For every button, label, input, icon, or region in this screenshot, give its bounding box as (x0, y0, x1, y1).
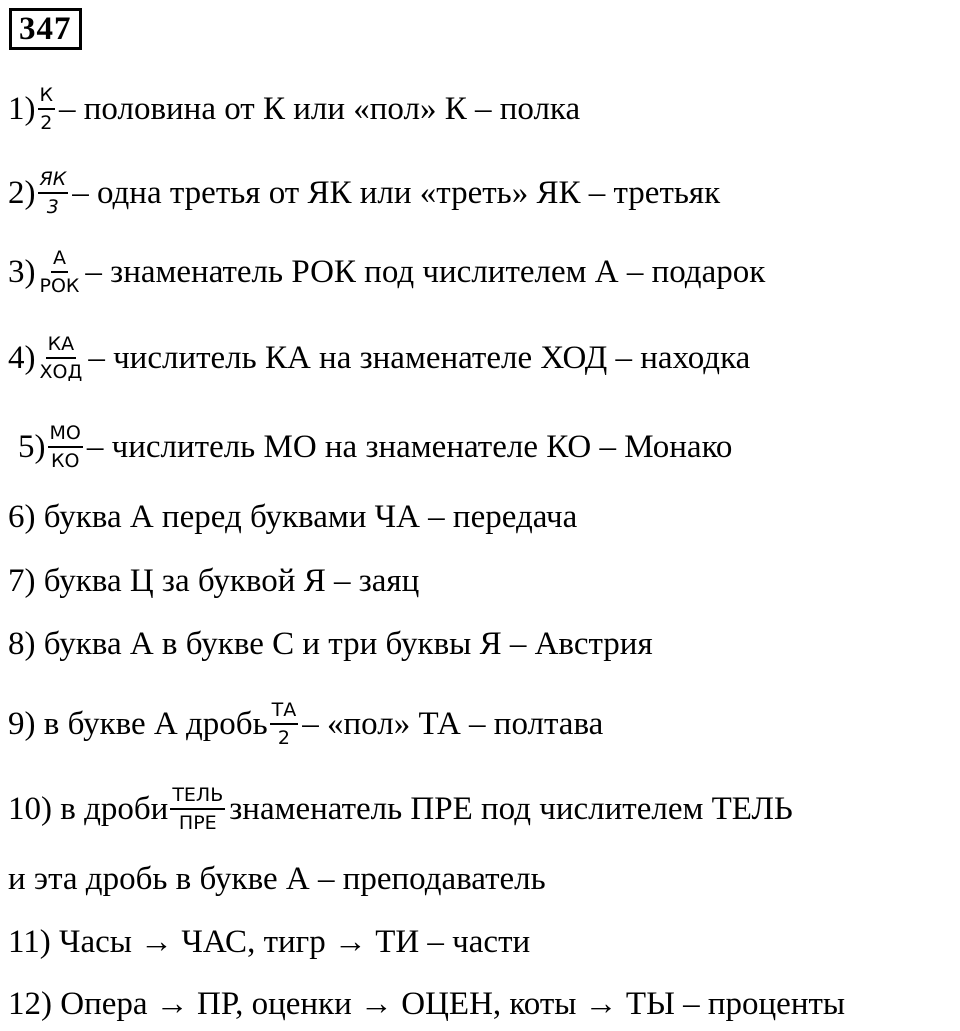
line-prefix: 5) (18, 429, 46, 465)
line-text: 8) буква А в букве С и три буквы Я – Австрия (8, 626, 653, 662)
line-prefix: 3) (8, 254, 36, 290)
answer-line-10 (8, 784, 793, 834)
line-text: – числитель МО на знаменателе КО – Монако (86, 429, 733, 465)
fraction (38, 168, 69, 218)
line-text: 7) буква Ц за буквой Я – заяц (8, 563, 420, 599)
line-prefix: 10) в дроби (8, 791, 169, 827)
line-text: – половина от К или «пол» К – полка (59, 91, 581, 127)
fraction-numerator: ТА (270, 699, 299, 725)
line-prefix: 1) (8, 91, 36, 127)
answer-line-4 (8, 333, 750, 383)
answer-line-2 (8, 168, 720, 218)
fraction-denominator: РОК (39, 275, 80, 297)
fraction-denominator: 3 (46, 196, 59, 218)
problem-number-badge: 347 (9, 8, 82, 50)
line-text: – одна третья от ЯК или «треть» ЯК – третьяк (72, 175, 721, 211)
line-prefix: 9) в букве А дробь (8, 706, 268, 742)
answer-line-10-continuation (8, 859, 546, 899)
fraction-numerator: ЯК (38, 168, 69, 194)
line-text: 6) буква А перед буквами ЧА – передача (8, 499, 578, 535)
fraction-numerator: А (51, 247, 68, 273)
line-text: и эта дробь в букве А – преподаватель (8, 861, 546, 897)
answer-line-8 (8, 624, 653, 664)
fraction (38, 333, 85, 383)
fraction-numerator: ТЕЛЬ (170, 784, 225, 810)
fraction-denominator: ХОД (39, 361, 83, 383)
answer-line-6 (8, 497, 577, 537)
fraction (48, 422, 83, 472)
answer-line-11 (8, 922, 530, 962)
fraction (38, 247, 82, 297)
fraction (38, 84, 56, 134)
line-prefix: 2) (8, 175, 36, 211)
answer-line-12 (8, 984, 845, 1024)
line-text: – числитель КА на знаменателе ХОД – находка (88, 340, 751, 376)
fraction-numerator: МО (48, 422, 83, 448)
fraction (270, 699, 299, 749)
fraction (170, 784, 225, 834)
fraction-denominator: ПРЕ (178, 812, 217, 834)
fraction-numerator: К (38, 84, 56, 110)
answer-line-3 (8, 247, 765, 297)
fraction-numerator: КА (46, 333, 77, 359)
line-prefix: 4) (8, 340, 36, 376)
line-text: знаменатель ПРЕ под числителем ТЕЛЬ (229, 791, 793, 827)
answer-line-5 (18, 422, 732, 472)
fraction-denominator: 2 (40, 112, 53, 134)
line-text: – знаменатель РОК под числителем А – подарок (85, 254, 766, 290)
answer-line-9 (8, 699, 603, 749)
line-text: 12) Опера → ПР, оценки → ОЦЕН, коты → ТЫ – проценты (8, 986, 846, 1022)
answer-line-1 (8, 84, 580, 134)
fraction-denominator: КО (50, 450, 80, 472)
fraction-denominator: 2 (277, 727, 290, 749)
line-text: – «пол» ТА – полтава (302, 706, 604, 742)
line-text: 11) Часы → ЧАС, тигр → ТИ – части (8, 924, 531, 960)
answer-line-7 (8, 561, 419, 601)
